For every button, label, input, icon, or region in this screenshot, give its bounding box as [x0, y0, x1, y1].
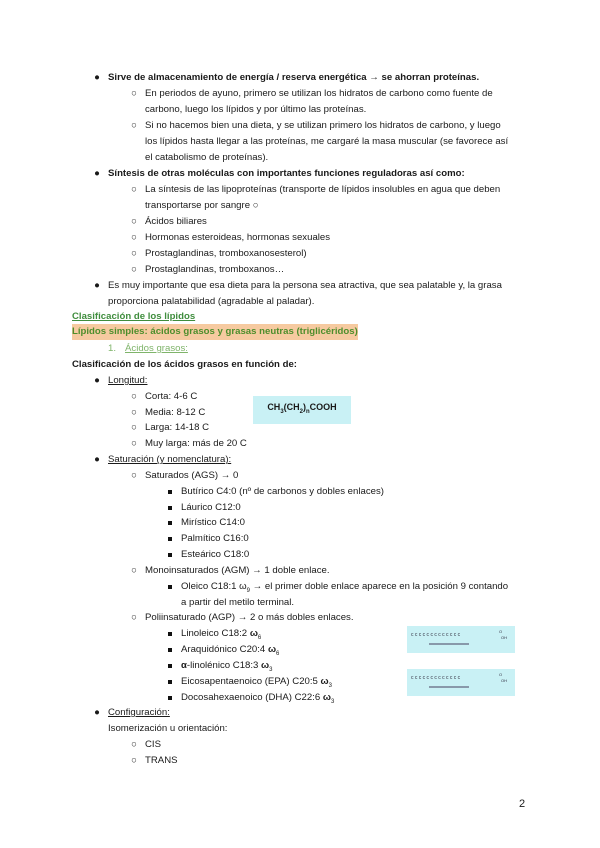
text-line: Araquidónico C20:4 $\omega_6$	[181, 644, 280, 657]
svg-text:c c c c c c c c c c c c c: c c c c c c c c c c c c c	[411, 632, 461, 638]
text-line: TRANS	[145, 755, 178, 766]
text-line: a partir del metilo terminal.	[181, 597, 295, 608]
text-line: Es muy importante que esa dieta para la persona sea atractiva, que sea palatable y, la grasa	[108, 280, 502, 291]
text-line: transportarse por sangre ○	[145, 200, 259, 211]
bullet-square-icon	[163, 484, 177, 500]
bullet-dot-icon: ●	[94, 707, 100, 718]
fatty-acid-chain-figure	[407, 626, 515, 653]
bullet-dot-icon: ●	[94, 72, 100, 83]
bullet-square-icon	[163, 531, 177, 547]
bullet-square-icon	[163, 579, 177, 595]
bullet-circle-icon: ○	[131, 612, 137, 623]
bullet-circle-icon: ○	[131, 248, 137, 259]
bullet-circle-icon: ○	[131, 88, 137, 99]
text-line: Configuración:	[108, 707, 170, 718]
bullet-dot-icon: ●	[94, 375, 100, 386]
text-line: Mirístico C14:0	[181, 517, 245, 528]
bullet-circle-icon: ○	[131, 422, 137, 433]
formula-text: $CH_3(CH_2)_nCOOH$	[267, 401, 337, 415]
text-line: Longitud:	[108, 375, 148, 386]
text-line: los lípidos hasta llegar a las proteínas, me cargaré la masa muscular (se favorece así	[145, 136, 509, 147]
text-line: Láurico C12:0	[181, 502, 241, 513]
text-line: Butírico C4:0 (nº de carbonos y dobles enlaces)	[181, 486, 384, 497]
text-line: carbono, luego los lípidos y por último las proteínas.	[145, 104, 367, 115]
text-line: Oleico C18:1 $\omega_9$ → el primer doble enlace aparece en la posición 9 contando	[181, 581, 509, 594]
text-line: Monoinsaturados (AGM) → 1 doble enlace.	[145, 565, 330, 576]
bullet-square-icon	[163, 515, 177, 531]
text-line: Poliinsaturado (AGP) → 2 o más dobles enlaces.	[145, 612, 354, 623]
bullet-circle-icon: ○	[131, 565, 137, 576]
text-line: Prostaglandinas, tromboxanosesterol)	[145, 248, 307, 259]
page-number: 2	[519, 798, 526, 810]
text-line: Clasificación de los ácidos grasos en función de:	[72, 359, 297, 370]
text-line: proporciona palatabilidad (agradable al paladar).	[108, 296, 315, 307]
fatty-acid-chain-figure	[407, 669, 515, 696]
text-line: Esteárico C18:0	[181, 549, 250, 560]
bullet-circle-icon: ○	[131, 264, 137, 275]
text-line: Isomerización u orientación:	[108, 723, 228, 734]
text-line: Muy larga: más de 20 C	[145, 438, 247, 449]
text-line: α-linolénico C18:3 $\omega_3$	[181, 660, 273, 673]
bullet-circle-icon: ○	[131, 470, 137, 481]
list-heading: Ácidos grasos:	[125, 343, 188, 354]
text-line: En periodos de ayuno, primero se utilizan los hidratos de carbono como fuente de	[145, 88, 493, 99]
text-line: Saturados (AGS) → 0	[145, 470, 239, 481]
bullet-circle-icon: ○	[131, 216, 137, 227]
text-line: Hormonas esteroideas, hormonas sexuales	[145, 232, 331, 243]
text-line: Prostaglandinas, tromboxanos…	[145, 264, 285, 275]
text-line: La síntesis de las lipoproteínas (transporte de lípidos insolubles en agua que deben	[145, 184, 501, 195]
list-number: 1.	[108, 343, 117, 354]
bullet-circle-icon: ○	[131, 391, 137, 402]
bullet-dot-icon: ●	[94, 168, 100, 179]
bullet-circle-icon: ○	[131, 755, 137, 766]
text-line: Linoleico C18:2 $\omega_6$	[181, 628, 262, 641]
section-heading: Clasificación de los lípidos	[72, 311, 196, 322]
text-line: Síntesis de otras moléculas con importantes funciones reguladoras así como:	[108, 168, 465, 179]
bullet-dot-icon: ●	[94, 280, 100, 291]
bullet-dot-icon: ●	[94, 454, 100, 465]
bullet-circle-icon: ○	[131, 739, 137, 750]
bullet-square-icon	[163, 674, 177, 690]
bullet-square-icon	[163, 690, 177, 706]
text-line: Saturación (y nomenclatura):	[108, 454, 232, 465]
text-line: Media: 8-12 C	[145, 407, 206, 418]
text-line: Larga: 14-18 C	[145, 422, 209, 433]
bullet-circle-icon: ○	[131, 407, 137, 418]
text-line: Palmítico C16:0	[181, 533, 249, 544]
bullet-circle-icon: ○	[131, 184, 137, 195]
bullet-circle-icon: ○	[131, 120, 137, 131]
text-line: CIS	[145, 739, 161, 750]
text-line: Docosahexaenoico (DHA) C22:6 $\omega_3$	[181, 692, 335, 705]
bullet-square-icon	[163, 500, 177, 516]
fatty-acid-formula	[253, 396, 351, 424]
bullet-square-icon	[163, 642, 177, 658]
bullet-square-icon	[163, 547, 177, 563]
bullet-square-icon	[163, 626, 177, 642]
bullet-square-icon	[163, 658, 177, 674]
bullet-circle-icon: ○	[131, 438, 137, 449]
text-line: Ácidos biliares	[145, 216, 207, 227]
text-line: Sirve de almacenamiento de energía / reserva energética → se ahorran proteínas.	[108, 72, 480, 83]
text-line: Corta: 4-6 C	[145, 391, 198, 402]
svg-text:O: O	[499, 672, 503, 677]
text-line: Eicosapentaenoico (EPA) C20:5 $\omega_3$	[181, 676, 332, 689]
svg-text:OH: OH	[501, 678, 507, 683]
subsection-heading: Lípidos simples: ácidos grasos y grasas neutras (triglicéridos)	[72, 324, 358, 340]
text-line: el catabolismo de proteínas).	[145, 152, 269, 163]
svg-text:O: O	[499, 629, 503, 634]
svg-text:OH: OH	[501, 635, 507, 640]
text-line: Si no hacemos bien una dieta, y se utilizan primero los hidratos de carbono, y luego	[145, 120, 501, 131]
bullet-circle-icon: ○	[131, 232, 137, 243]
svg-text:c c c c c c c c c c c c c: c c c c c c c c c c c c c	[411, 675, 461, 681]
